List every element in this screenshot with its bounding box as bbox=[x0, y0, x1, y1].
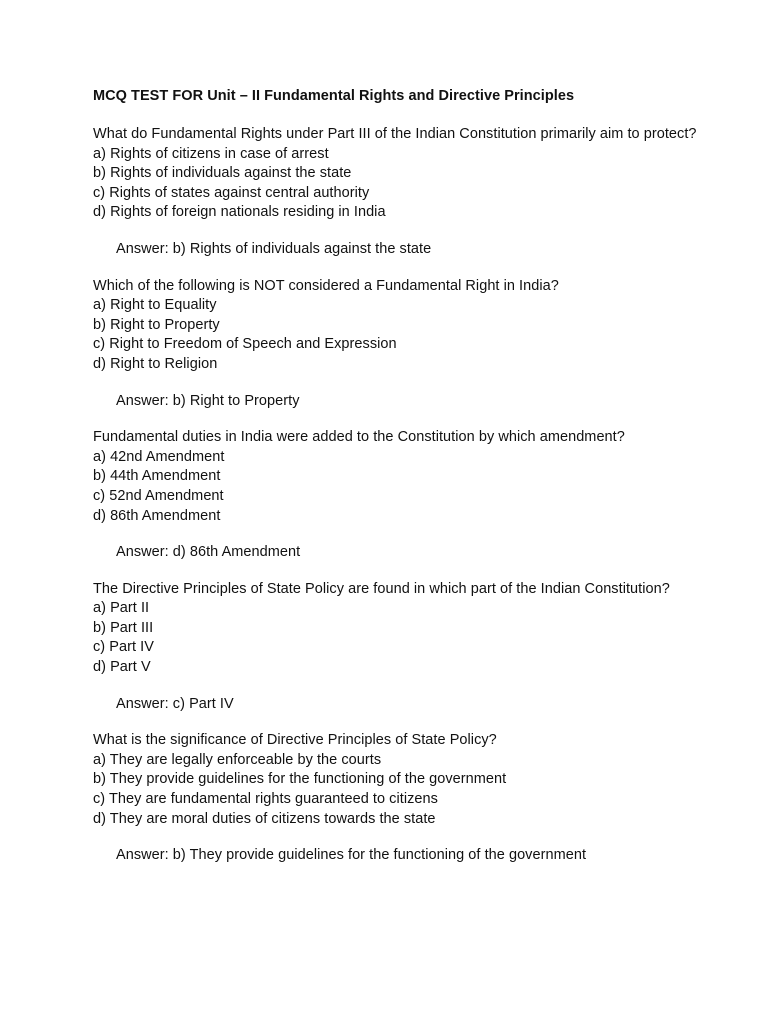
option-c: c) Right to Freedom of Speech and Expression bbox=[93, 336, 397, 353]
question-block-3 bbox=[93, 428, 723, 563]
option-a: a) They are legally enforceable by the courts bbox=[93, 751, 382, 768]
answer-text: Answer: d) 86th Amendment bbox=[116, 544, 301, 561]
answer-text: Answer: b) They provide guidelines for the functioning of the government bbox=[116, 847, 587, 864]
option-b: b) Rights of individuals against the state bbox=[93, 165, 352, 182]
question-text: Which of the following is NOT considered a Fundamental Right in India? bbox=[93, 277, 559, 294]
question-text: Fundamental duties in India were added to the Constitution by which amendment? bbox=[93, 429, 625, 446]
question-block-2 bbox=[93, 277, 723, 412]
option-b: b) Part III bbox=[93, 619, 154, 636]
option-a: a) Part II bbox=[93, 600, 150, 617]
option-d: d) They are moral duties of citizens towards the state bbox=[93, 810, 436, 827]
option-d: d) Rights of foreign nationals residing in India bbox=[93, 204, 386, 221]
document-page bbox=[93, 86, 723, 883]
option-b: b) They provide guidelines for the functioning of the government bbox=[93, 771, 507, 788]
option-c: c) They are fundamental rights guaranteed to citizens bbox=[93, 791, 438, 808]
option-d: d) Part V bbox=[93, 659, 151, 676]
question-block-5 bbox=[93, 731, 723, 866]
options-list bbox=[93, 145, 723, 223]
question-text: The Directive Principles of State Policy are found in which part of the Indian Constitution? bbox=[93, 580, 670, 597]
option-a: a) Rights of citizens in case of arrest bbox=[93, 145, 329, 162]
question-text: What is the significance of Directive Principles of State Policy? bbox=[93, 732, 497, 749]
options-list bbox=[93, 448, 723, 526]
document-title: MCQ TEST FOR Unit – II Fundamental Rights and Directive Principles bbox=[93, 88, 575, 104]
option-d: d) Right to Religion bbox=[93, 355, 218, 372]
option-b: b) 44th Amendment bbox=[93, 468, 221, 485]
option-c: c) Rights of states against central authority bbox=[93, 184, 370, 201]
question-text: What do Fundamental Rights under Part III of the Indian Constitution primarily aim to protect? bbox=[93, 126, 697, 142]
answer-text: Answer: b) Right to Property bbox=[116, 392, 300, 409]
options-list bbox=[93, 751, 723, 829]
question-block-1 bbox=[93, 125, 723, 260]
option-b: b) Right to Property bbox=[93, 316, 220, 333]
answer-text: Answer: b) Rights of individuals against the state bbox=[116, 240, 432, 257]
option-d: d) 86th Amendment bbox=[93, 507, 221, 524]
answer-text: Answer: c) Part IV bbox=[116, 695, 234, 712]
option-c: c) Part IV bbox=[93, 639, 154, 656]
options-list bbox=[93, 599, 723, 677]
options-list bbox=[93, 296, 723, 374]
option-c: c) 52nd Amendment bbox=[93, 487, 224, 504]
option-a: a) 42nd Amendment bbox=[93, 448, 225, 465]
option-a: a) Right to Equality bbox=[93, 297, 217, 314]
question-block-4 bbox=[93, 580, 723, 715]
